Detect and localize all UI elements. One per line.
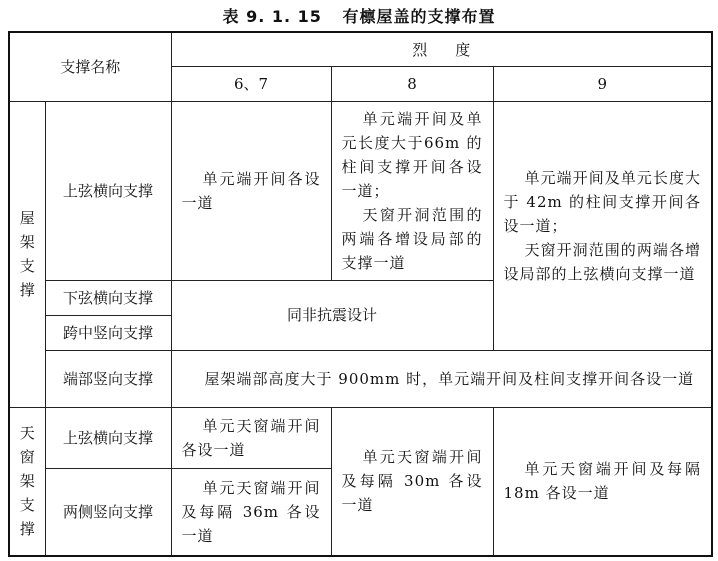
upper-lateral-8 [331, 101, 493, 280]
group-skylight-bracing [9, 407, 45, 556]
sky-upper-lateral-67-text: 单元天窗端开间各设一道 [181, 416, 321, 459]
table-title: 有檩屋盖的支撑布置 [342, 7, 496, 26]
row-lower-lateral-name: 下弦横向支撑 [45, 281, 171, 316]
upper-lateral-67-text: 单元端开间各设一道 [181, 170, 321, 213]
skylight-9-text: 单元天窗端开间及每隔 18m 各设一道 [503, 460, 702, 503]
skylight-8 [331, 407, 493, 556]
header-level-8: 8 [331, 67, 493, 102]
header-brace-name: 支撑名称 [9, 32, 171, 101]
sky-upper-lateral-67 [171, 407, 331, 468]
upper-lateral-8-text-a: 单元端开间及单元长度大于66m 的柱间支撑开间各设一道； [341, 110, 483, 201]
row-sky-upper-lateral-name: 上弦横向支撑 [45, 407, 171, 468]
table-number: 表 9. 1. 15 [222, 7, 322, 26]
header-intensity [171, 32, 712, 67]
upper-lateral-9-text-a: 单元端开间及单元长度大于 42m 的柱间支撑开间各设一道； [503, 168, 702, 235]
upper-lateral-67 [171, 101, 331, 280]
sky-side-vertical-67-text: 单元天窗端开间及每隔 36m 各设一道 [181, 478, 321, 545]
row-mid-vertical-name: 跨中竖向支撑 [45, 315, 171, 350]
row-end-vertical-name: 端部竖向支撑 [45, 350, 171, 407]
header-level-9: 9 [493, 67, 712, 102]
upper-lateral-9-text-b: 天窗开洞范围的两端各增设局部的上弦横向支撑一道 [503, 240, 702, 283]
sky-side-vertical-67 [171, 468, 331, 556]
lower-lateral-and-mid-vertical-67-8: 同非抗震设计 [171, 281, 493, 350]
header-level-67: 6、7 [171, 67, 331, 102]
group-roof-truss-bracing [9, 101, 45, 407]
header-intensity-label: 烈度 [412, 40, 499, 59]
upper-lateral-9 [493, 101, 712, 350]
bracing-layout-table [8, 31, 713, 557]
skylight-8-text: 单元天窗端开间及每隔 30m 各设一道 [341, 448, 483, 515]
group-roof-truss-label: 屋架支撑 [19, 209, 35, 300]
end-vertical-text: 屋架端部高度大于 900mm 时，单元端开间及柱间支撑开间各设一道 [204, 369, 695, 388]
group-skylight-label: 天窗架支撑 [19, 424, 35, 539]
upper-lateral-8-text-b: 天窗开洞范围的两端各增设局部的支撑一道 [341, 206, 483, 273]
row-upper-lateral-name: 上弦横向支撑 [45, 101, 171, 280]
row-sky-side-vertical-name: 两侧竖向支撑 [45, 468, 171, 556]
skylight-9 [493, 407, 712, 556]
table-caption [0, 4, 718, 27]
end-vertical-all-levels [171, 350, 712, 407]
